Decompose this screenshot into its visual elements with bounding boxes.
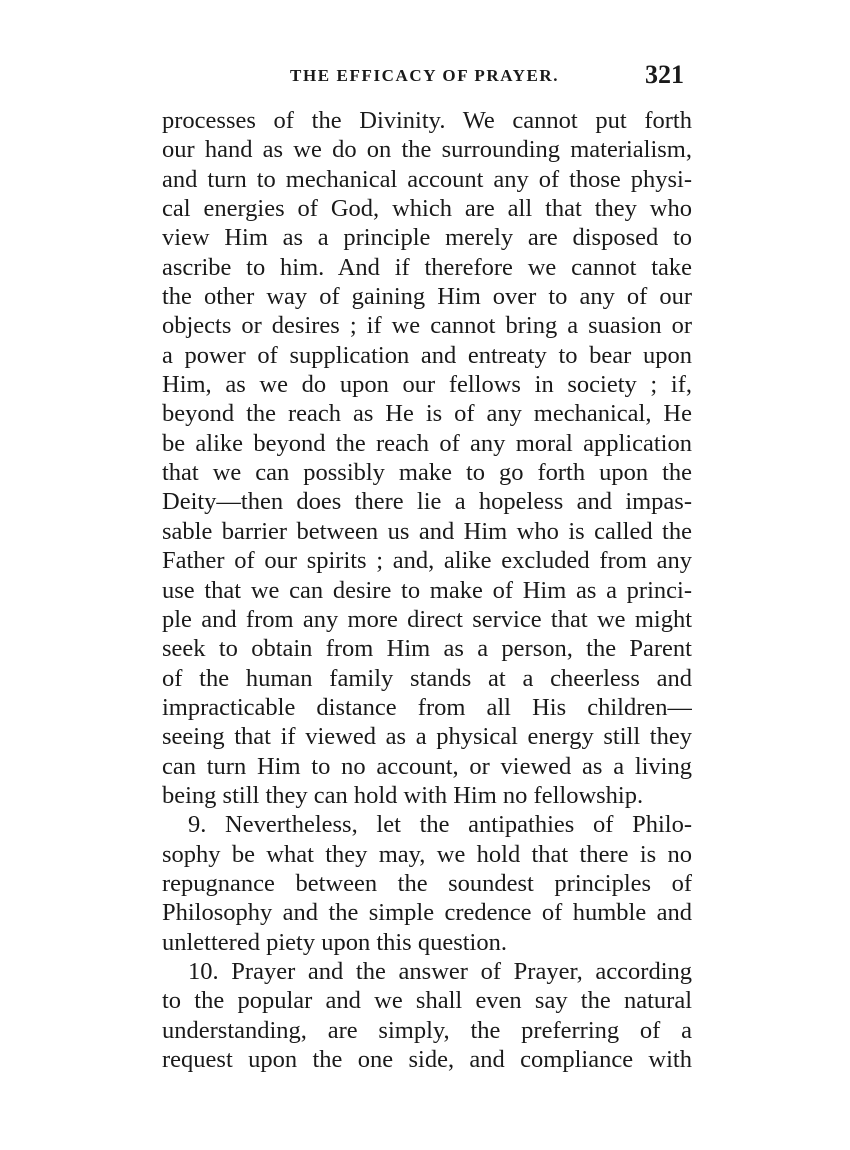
- text-line: be alike beyond the reach of any moral application: [162, 429, 692, 457]
- text-line: seeing that if viewed as a physical energy still they: [162, 723, 692, 751]
- text-line: our hand as we do on the surrounding materialism,: [162, 136, 692, 164]
- page-number: 321: [645, 60, 684, 89]
- text-line: of the human family stands at a cheerless and: [162, 664, 692, 692]
- text-line: sable barrier between us and Him who is called the: [162, 517, 692, 545]
- text-line: impracticable distance from all His children—: [162, 693, 692, 721]
- text-line: Philosophy and the simple credence of humble and: [162, 899, 692, 927]
- text-line: sophy be what they may, we hold that there is no: [162, 840, 692, 868]
- text-line: objects or desires ; if we cannot bring a suasion or: [162, 312, 692, 340]
- paragraph-end-line: being still they can hold with Him no fellowship.: [162, 781, 644, 809]
- text-line: Deity—then does there lie a hopeless and impas-: [162, 488, 692, 516]
- text-line: can turn Him to no account, or viewed as a living: [162, 752, 692, 780]
- text-line: ple and from any more direct service that we might: [162, 605, 692, 633]
- text-line: that we can possibly make to go forth upon the: [162, 459, 692, 487]
- paragraph-end-line: unlettered piety upon this question.: [162, 928, 507, 956]
- text-line: the other way of gaining Him over to any of our: [162, 283, 692, 311]
- paragraph-start-line: 9. Nevertheless, let the antipathies of Philo-: [188, 811, 692, 839]
- text-line: request upon the one side, and compliance with: [162, 1046, 692, 1073]
- text-line: use that we can desire to make of Him as a princi-: [162, 576, 692, 604]
- text-line: ascribe to him. And if therefore we cannot take: [162, 253, 692, 281]
- text-line: cal energies of God, which are all that they who: [162, 195, 692, 223]
- text-line: understanding, are simply, the preferring of a: [162, 1016, 692, 1044]
- text-line: Father of our spirits ; and, alike excluded from any: [162, 547, 692, 575]
- running-head: [162, 60, 692, 94]
- text-line: processes of the Divinity. We cannot put forth: [162, 107, 692, 134]
- text-line: and turn to mechanical account any of those physi-: [162, 165, 692, 193]
- text-line: view Him as a principle merely are disposed to: [162, 224, 692, 252]
- text-line: repugnance between the soundest principles of: [162, 869, 692, 897]
- text-line: seek to obtain from Him as a person, the Parent: [162, 635, 692, 663]
- running-title: THE EFFICACY OF PRAYER.: [290, 66, 560, 85]
- body-text: [162, 106, 692, 1074]
- text-line: a power of supplication and entreaty to bear upon: [162, 341, 692, 369]
- text-line: Him, as we do upon our fellows in society ; if,: [162, 371, 692, 399]
- paragraph-start-line: 10. Prayer and the answer of Prayer, according: [188, 957, 692, 985]
- text-line: beyond the reach as He is of any mechanical, He: [162, 400, 692, 428]
- text-line: to the popular and we shall even say the natural: [162, 987, 692, 1015]
